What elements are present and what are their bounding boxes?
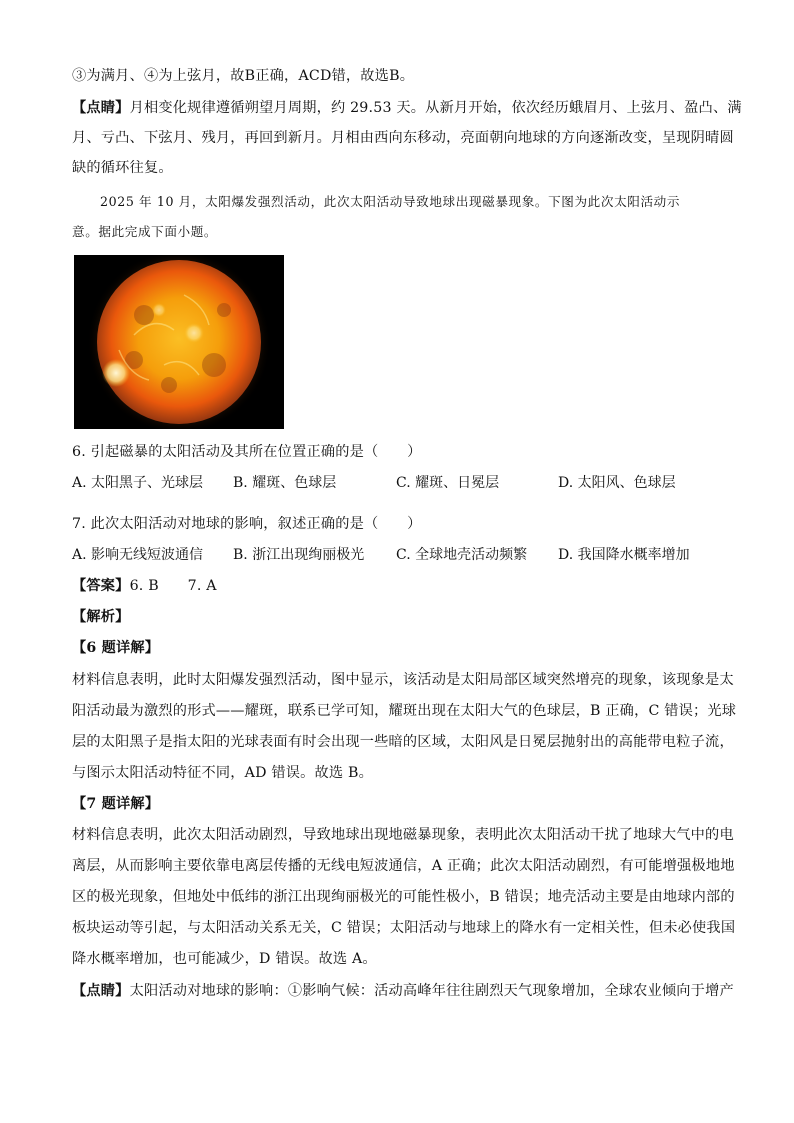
final-tip-line — [72, 981, 734, 1001]
q7-detail-line: 材料信息表明，此次太阳活动剧烈，导致地球出现地磁暴现象，表明此次太阳活动干扰了地球大气中的电 — [72, 827, 734, 843]
tip-text-1: 月相变化规律遵循朔望月周期，约 29.53 天。从新月开始，依次经历蛾眉月、上弦月、盈凸、满 — [129, 100, 742, 116]
final-tip-text: 太阳活动对地球的影响：①影响气候：活动高峰年往往剧烈天气现象增加，全球农业倾向于增产 — [129, 983, 734, 999]
q7-option-b: B. 浙江出现绚丽极光 — [233, 547, 365, 563]
q7-detail-line: 板块运动等引起，与太阳活动关系无关，C 错误；太阳活动与地球上的降水有一定相关性，但未必使我国 — [72, 920, 736, 936]
intro-line-1: 2025 年 10 月，太阳爆发强烈活动，此次太阳活动导致地球出现磁暴现象。下图为此次太阳活动示 — [100, 194, 681, 209]
q7-detail-line: 离层，从而影响主要依靠电离层传播的无线电短波通信，A 正确；此次太阳活动剧烈，有可能增强极地地 — [72, 858, 735, 874]
q7-option-c: C. 全球地壳活动频繁 — [396, 547, 528, 563]
text-line-2 — [72, 98, 742, 118]
q7-option-d: D. 我国降水概率增加 — [558, 547, 690, 563]
q7-detail-line: 区的极光现象，但地处中低纬的浙江出现绚丽极光的可能性极小，B 错误；地壳活动主要是由地球内部的 — [72, 889, 735, 905]
answer-text: 6. B 7. A — [129, 578, 217, 594]
analysis-tag: 【解析】 — [72, 609, 130, 625]
text-line-1: ③为满月、④为上弦月，故B正确，ACD错，故选B。 — [72, 68, 415, 84]
q7-detail-tag: 【7 题详解】 — [72, 796, 160, 812]
sun-flare-image — [74, 255, 284, 429]
answer-line — [72, 576, 722, 596]
q6-detail-line: 层的太阳黑子是指太阳的光球表面有时会出现一些暗的区域，太阳风是日冕层抛射出的高能带电粒子流， — [72, 734, 734, 750]
text-line-4: 缺的循环往复。 — [72, 160, 173, 176]
q6-option-b: B. 耀斑、色球层 — [233, 475, 337, 491]
q6-detail-line: 阳活动最为激烈的形式——耀斑，联系已学可知，耀斑出现在太阳大气的色球层，B 正确，C 错误；光球 — [72, 703, 737, 719]
intro-line-2: 意。据此完成下面小题。 — [72, 224, 218, 239]
text-line-3: 月、亏凸、下弦月、残月，再回到新月。月相由西向东移动，亮面朝向地球的方向逐渐改变，呈现阴晴圆 — [72, 130, 734, 146]
sun-svg — [74, 255, 284, 429]
q6-option-a: A. 太阳黑子、光球层 — [72, 475, 204, 491]
q6-detail-tag: 【6 题详解】 — [72, 640, 160, 656]
q7-detail-line: 降水概率增加，也可能减少，D 错误。故选 A。 — [72, 951, 377, 967]
answer-tag: 【答案】 — [72, 578, 130, 594]
q7-stem: 7. 此次太阳活动对地球的影响，叙述正确的是（ ） — [72, 516, 422, 532]
final-tip-tag: 【点睛】 — [72, 983, 130, 999]
q7-option-a: A. 影响无线短波通信 — [72, 547, 204, 563]
q6-option-d: D. 太阳风、色球层 — [558, 475, 676, 491]
q6-detail-line: 材料信息表明，此时太阳爆发强烈活动，图中显示，该活动是太阳局部区域突然增亮的现象，该现象是太 — [72, 672, 734, 688]
q6-option-c: C. 耀斑、日冕层 — [396, 475, 500, 491]
q6-stem: 6. 引起磁暴的太阳活动及其所在位置正确的是（ ） — [72, 444, 422, 460]
tip-tag: 【点睛】 — [72, 100, 130, 116]
q6-detail-line: 与图示太阳活动特征不同，AD 错误。故选 B。 — [72, 765, 374, 781]
